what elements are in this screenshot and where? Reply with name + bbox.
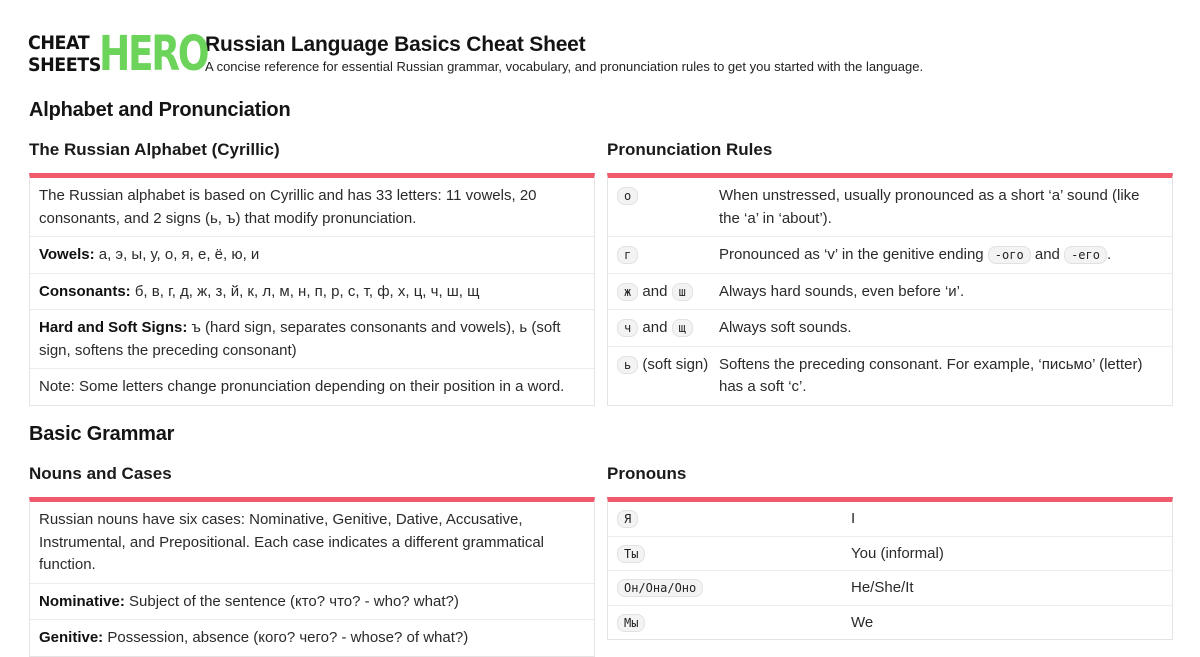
nouns-row-genitive [30,619,594,656]
letter-code: щ [672,319,693,337]
rule-description: When unstressed, usually pronounced as a short ‘a’ sound (like the ‘a’ in ‘about’). [719,187,1140,227]
row-text: Subject of the sentence (кто? что? - who? what?) [124,592,459,610]
rule-description: Always hard sounds, even before ‘и’. [719,282,965,300]
pronoun-ru-cell [608,537,851,571]
ending-code: -ого [988,246,1031,264]
alphabet-row-vowels [30,236,594,273]
desc-text: and [1030,246,1065,263]
table-row [608,273,1172,310]
row-text: б, в, г, д, ж, з, й, к, л, м, н, п, р, с, т, ф, х, ц, ч, ш, щ [130,282,480,300]
logo-line-cheat: CHEAT [28,32,90,54]
table-row [608,236,1172,273]
row-text: The Russian alphabet is based on Cyrillic and has 33 letters: 11 vowels, 20 consonants, and 2 signs (ь, ъ) that modify pronunciation. [39,187,537,227]
card-pronunciation-rules [607,173,1173,406]
alphabet-row-consonants [30,273,594,310]
row-label: Genitive: [39,629,104,646]
table-row [608,178,1172,236]
row-text: Note: Some letters change pronunciation depending on their position in a word. [39,378,565,395]
pronoun-code: Мы [617,614,645,632]
row-text: Russian nouns have six cases: Nominative, Genitive, Dative, Accusative, Instrumental, and Prepositional. Each case indicates a different grammatical function. [39,511,544,573]
letter-code: о [617,187,638,205]
desc-text: . [1106,246,1112,263]
letter-code: ч [617,319,638,337]
rule-description: Always soft sounds. [719,319,852,336]
letter-code: ж [617,283,638,301]
rule-letter-cell [608,237,719,273]
table-row [608,605,1172,640]
table-row [608,502,1172,536]
letter-code: ш [672,283,693,301]
row-label: Nominative: [39,592,125,610]
page-title: Russian Language Basics Cheat Sheet [205,33,586,56]
letter-code: ь [617,356,638,374]
rule-letter-cell [608,178,719,236]
table-row [608,309,1172,346]
page-header [28,26,924,82]
cheatsheets-hero-logo[interactable] [28,26,208,82]
rule-letter-cell [608,310,719,346]
alphabet-row-note [30,368,594,405]
pronoun-en: You (informal) [851,544,944,562]
pronoun-en: We [851,613,874,631]
title-block [205,30,923,75]
alphabet-row-intro [30,178,594,236]
card-pronouns [607,497,1173,640]
rule-description: Softens the preceding consonant. For example, ‘письмо’ (letter) has a soft ‘с’. [719,355,1143,395]
pronoun-ru-cell [608,571,851,605]
table-row [608,536,1172,571]
card-title-nouns-cases: Nouns and Cases [29,464,172,483]
table-row [608,570,1172,605]
pronoun-code: Я [617,510,638,528]
ending-code: -его [1064,246,1107,264]
pronoun-en: I [851,510,856,527]
row-text: Possession, absence (кого? чего? - whose? of what?) [103,629,469,646]
nouns-row-nominative [30,583,594,620]
logo-line-sheets: SHEETS [28,54,101,76]
nouns-row-intro [30,502,594,583]
logo-wordmark [28,32,101,76]
section-heading-grammar: Basic Grammar [29,423,175,445]
pronoun-code: Он/Она/Оно [617,579,703,597]
pronoun-code: Ты [617,545,645,563]
and-text: and [638,282,672,300]
letter-code: г [617,246,638,264]
row-label: Consonants: [39,282,131,300]
card-title-pronunciation-rules: Pronunciation Rules [607,140,773,159]
pronoun-ru-cell [608,606,851,640]
card-nouns-cases [29,497,595,657]
row-text: ъ (hard sign, separates consonants and vowels), ь (soft sign, softens the preceding consonant) [39,319,561,359]
card-title-russian-alphabet: The Russian Alphabet (Cyrillic) [29,140,280,159]
row-label: Vowels: [39,246,95,263]
alphabet-row-signs [30,309,594,368]
rule-description [719,237,1172,273]
pronoun-en: He/She/It [851,579,914,596]
rule-letter-cell [608,347,719,405]
desc-text: Pronounced as ‘v’ in the genitive ending [719,246,988,263]
page-subtitle: A concise reference for essential Russian grammar, vocabulary, and pronunciation rules to get you started with the language. [205,59,924,74]
card-russian-alphabet [29,173,595,406]
pronoun-ru-cell [608,502,851,536]
table-row [608,346,1172,405]
logo-hero: HERO [99,26,208,82]
suffix-text: (soft sign) [638,355,709,373]
and-text: and [638,319,672,336]
section-heading-alphabet: Alphabet and Pronunciation [29,99,291,121]
row-label: Hard and Soft Signs: [39,319,188,336]
rule-letter-cell [608,274,719,310]
card-title-pronouns: Pronouns [607,464,687,483]
row-text: а, э, ы, у, о, я, е, ё, ю, и [94,246,260,263]
